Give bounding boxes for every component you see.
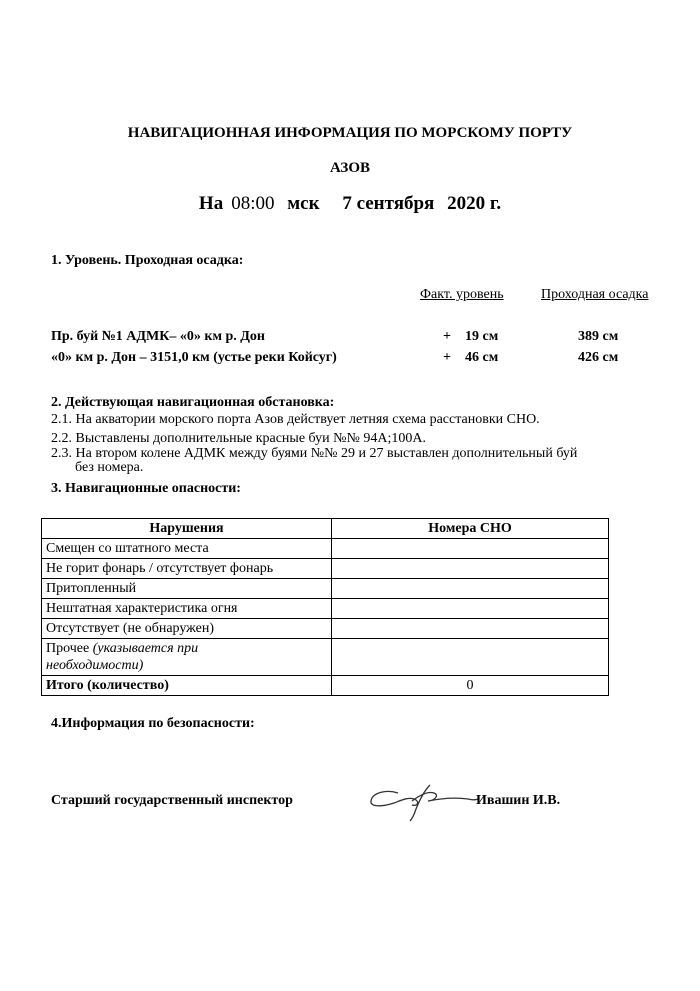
timezone: мск <box>287 193 320 214</box>
nav-item-2-1: 2.1. На акватории морского порта Азов действует летняя схема расстановки СНО. <box>51 412 540 427</box>
handwritten-signature <box>368 779 480 823</box>
other-value <box>332 639 609 676</box>
document-title: НАВИГАЦИОННАЯ ИНФОРМАЦИЯ ПО МОРСКОМУ ПОРТУ <box>127 125 573 141</box>
other-note: (указывается при <box>92 641 199 656</box>
date-prefix: На <box>198 193 224 214</box>
other-label-cell <box>42 639 332 676</box>
signatory-name: Ивашин И.В. <box>476 793 561 808</box>
level-row-2-sign: + <box>443 350 451 365</box>
nav-item-2-2: 2.2. Выставлены дополнительные красные буи №№ 94А;100А. <box>51 431 426 446</box>
other-note-cont: необходимости) <box>46 658 144 673</box>
violations-header: Нарушения <box>42 519 332 539</box>
table-row <box>42 539 609 559</box>
violation-label: Не горит фонарь / отсутствует фонарь <box>42 559 332 579</box>
report-time: 08:00 <box>231 193 275 214</box>
other-label: Прочее <box>46 641 90 656</box>
level-row-1-draft: 389 см <box>578 329 619 344</box>
table-row <box>42 579 609 599</box>
violation-label: Притопленный <box>42 579 332 599</box>
fact-level-header: Факт. уровень <box>420 287 504 302</box>
section4-heading: 4.Информация по безопасности: <box>51 716 255 731</box>
level-row-2-fact: 46 см <box>465 350 499 365</box>
level-row-2-location: «0» км р. Дон – 3151,0 км (устье реки Койсуг) <box>51 350 337 365</box>
port-name: АЗОВ <box>329 160 371 176</box>
total-label: Итого (количество) <box>42 676 332 696</box>
violation-label: Отсутствует (не обнаружен) <box>42 619 332 639</box>
table-total-row <box>42 676 609 696</box>
total-value: 0 <box>332 676 609 696</box>
violation-value <box>332 599 609 619</box>
table-header-row <box>42 519 609 539</box>
signatory-position: Старший государственный инспектор <box>51 793 293 808</box>
section2-heading: 2. Действующая навигационная обстановка: <box>51 395 335 410</box>
violation-value <box>332 559 609 579</box>
nav-item-2-3-cont: без номера. <box>75 460 144 475</box>
nav-item-2-3: 2.3. На втором колене АДМК между буями №№ 29 и 27 выставлен дополнительный буй <box>51 446 578 461</box>
violation-label: Смещен со штатного места <box>42 539 332 559</box>
hazards-table <box>41 518 609 696</box>
report-datetime <box>0 193 700 215</box>
report-date: 7 сентября <box>342 193 435 214</box>
draft-header: Проходная осадка <box>541 287 649 302</box>
report-year: 2020 г. <box>447 193 502 214</box>
table-row <box>42 599 609 619</box>
violation-value <box>332 539 609 559</box>
level-row-1-fact: 19 см <box>465 329 499 344</box>
table-row-other <box>42 639 609 676</box>
violation-value <box>332 579 609 599</box>
level-row-1-location: Пр. буй №1 АДМК– «0» км р. Дон <box>51 329 265 344</box>
section1-heading: 1. Уровень. Проходная осадка: <box>51 253 244 268</box>
level-row-2-draft: 426 см <box>578 350 619 365</box>
section3-heading: 3. Навигационные опасности: <box>51 481 241 496</box>
level-row-1-sign: + <box>443 329 451 344</box>
violation-label: Нештатная характеристика огня <box>42 599 332 619</box>
table-row <box>42 559 609 579</box>
table-row <box>42 619 609 639</box>
violation-value <box>332 619 609 639</box>
numbers-header: Номера СНО <box>332 519 609 539</box>
